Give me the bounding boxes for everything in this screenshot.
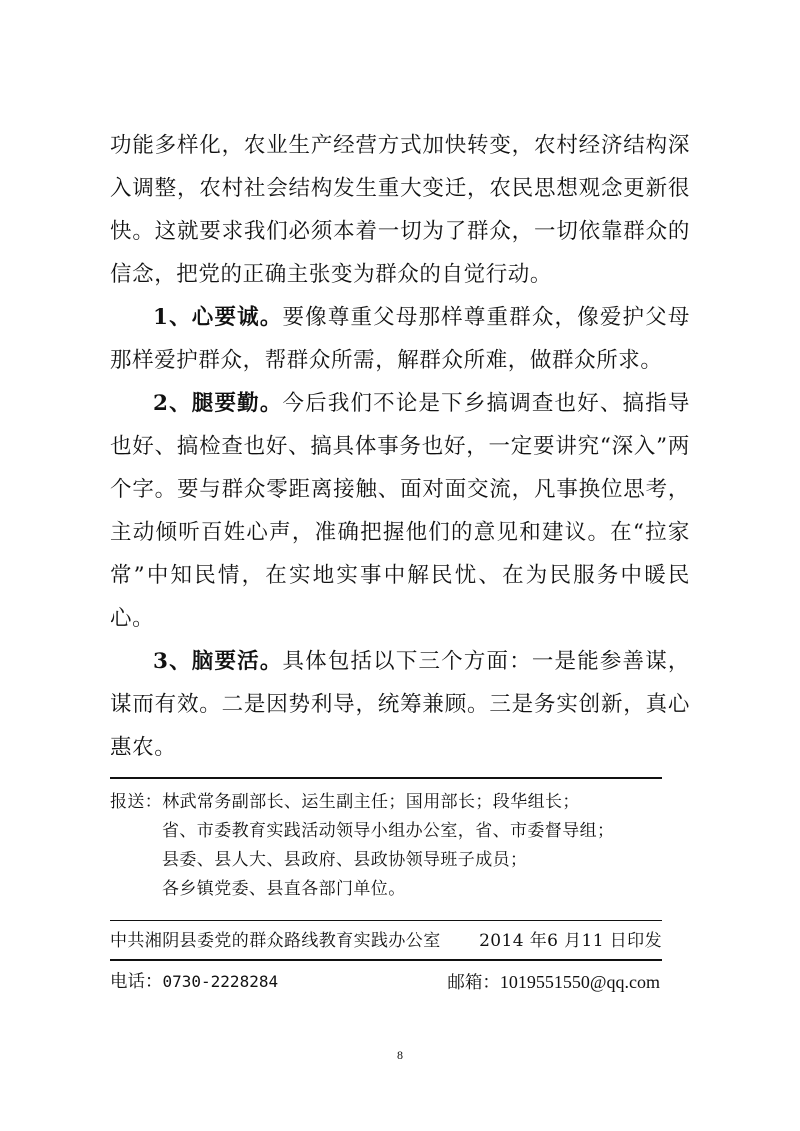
distribution-recipients-4: 各乡镇党委、县直各部门单位。 bbox=[162, 879, 406, 899]
distribution-label: 报送： bbox=[110, 792, 163, 812]
distribution-recipients-3: 县委、县人大、县政府、县政协领导班子成员； bbox=[162, 850, 528, 870]
item-2-heading: 2、腿要勤。 bbox=[153, 391, 283, 416]
item-3-heading: 3、脑要活。 bbox=[153, 649, 283, 674]
issue-date: 2014 年6 月11 日印发 bbox=[479, 931, 662, 951]
distribution-row-1 bbox=[110, 788, 670, 817]
body-text bbox=[110, 124, 690, 769]
email-block bbox=[447, 968, 660, 997]
divider-bottom bbox=[110, 959, 662, 961]
item-3-text: 具体包括以下三个方面：一是能参善谋，谋而有效。二是因势利导，统筹兼顾。三是务实创新，真心惠农。 bbox=[110, 649, 690, 760]
item-1-paragraph bbox=[110, 296, 690, 382]
email-label: 邮箱： bbox=[447, 973, 500, 993]
item-1-text: 要像尊重父母那样尊重群众，像爱护父母那样爱护群众，帮群众所需，解群众所难，做群众所求。 bbox=[110, 305, 690, 373]
phone-block bbox=[110, 968, 278, 997]
item-3-paragraph bbox=[110, 640, 690, 769]
contact-row bbox=[110, 968, 662, 997]
item-2-text: 今后我们不论是下乡搞调查也好、搞指导也好、搞检查也好、搞具体事务也好，一定要讲究“深入”两个字。要与群众零距离接触、面对面交流，凡事换位思考，主动倾听百姓心声，准确把握他们的意见和建议。在“拉家常”中知民情，在实地实事中解民忧、在为民服务中暖民心。 bbox=[110, 391, 690, 631]
issuer-row bbox=[110, 928, 662, 954]
page-number: 8 bbox=[397, 1048, 403, 1062]
phone-label: 电话： bbox=[110, 972, 163, 992]
issuing-office: 中共湘阴县委党的群众路线教育实践办公室 bbox=[110, 931, 441, 951]
divider-top bbox=[110, 777, 662, 779]
email-address: 1019551550@qq.com bbox=[499, 972, 660, 992]
item-1-heading: 1、心要诚。 bbox=[153, 305, 283, 330]
phone-number: 0730-2228284 bbox=[162, 972, 279, 991]
divider-middle bbox=[110, 920, 662, 921]
intro-paragraph: 功能多样化，农业生产经营方式加快转变，农村经济结构深入调整，农村社会结构发生重大变迁，农民思想观念更新很快。这就要求我们必须本着一切为了群众，一切依靠群众的信念，把党的正确主张变为群众的自觉行动。 bbox=[110, 133, 690, 287]
distribution-recipients-1: 林武常务副部长、运生副主任；国用部长；段华组长； bbox=[162, 792, 580, 812]
distribution-list bbox=[110, 788, 670, 904]
item-2-paragraph bbox=[110, 382, 690, 640]
distribution-recipients-2: 省、市委教育实践活动领导小组办公室，省、市委督导组； bbox=[162, 821, 615, 841]
